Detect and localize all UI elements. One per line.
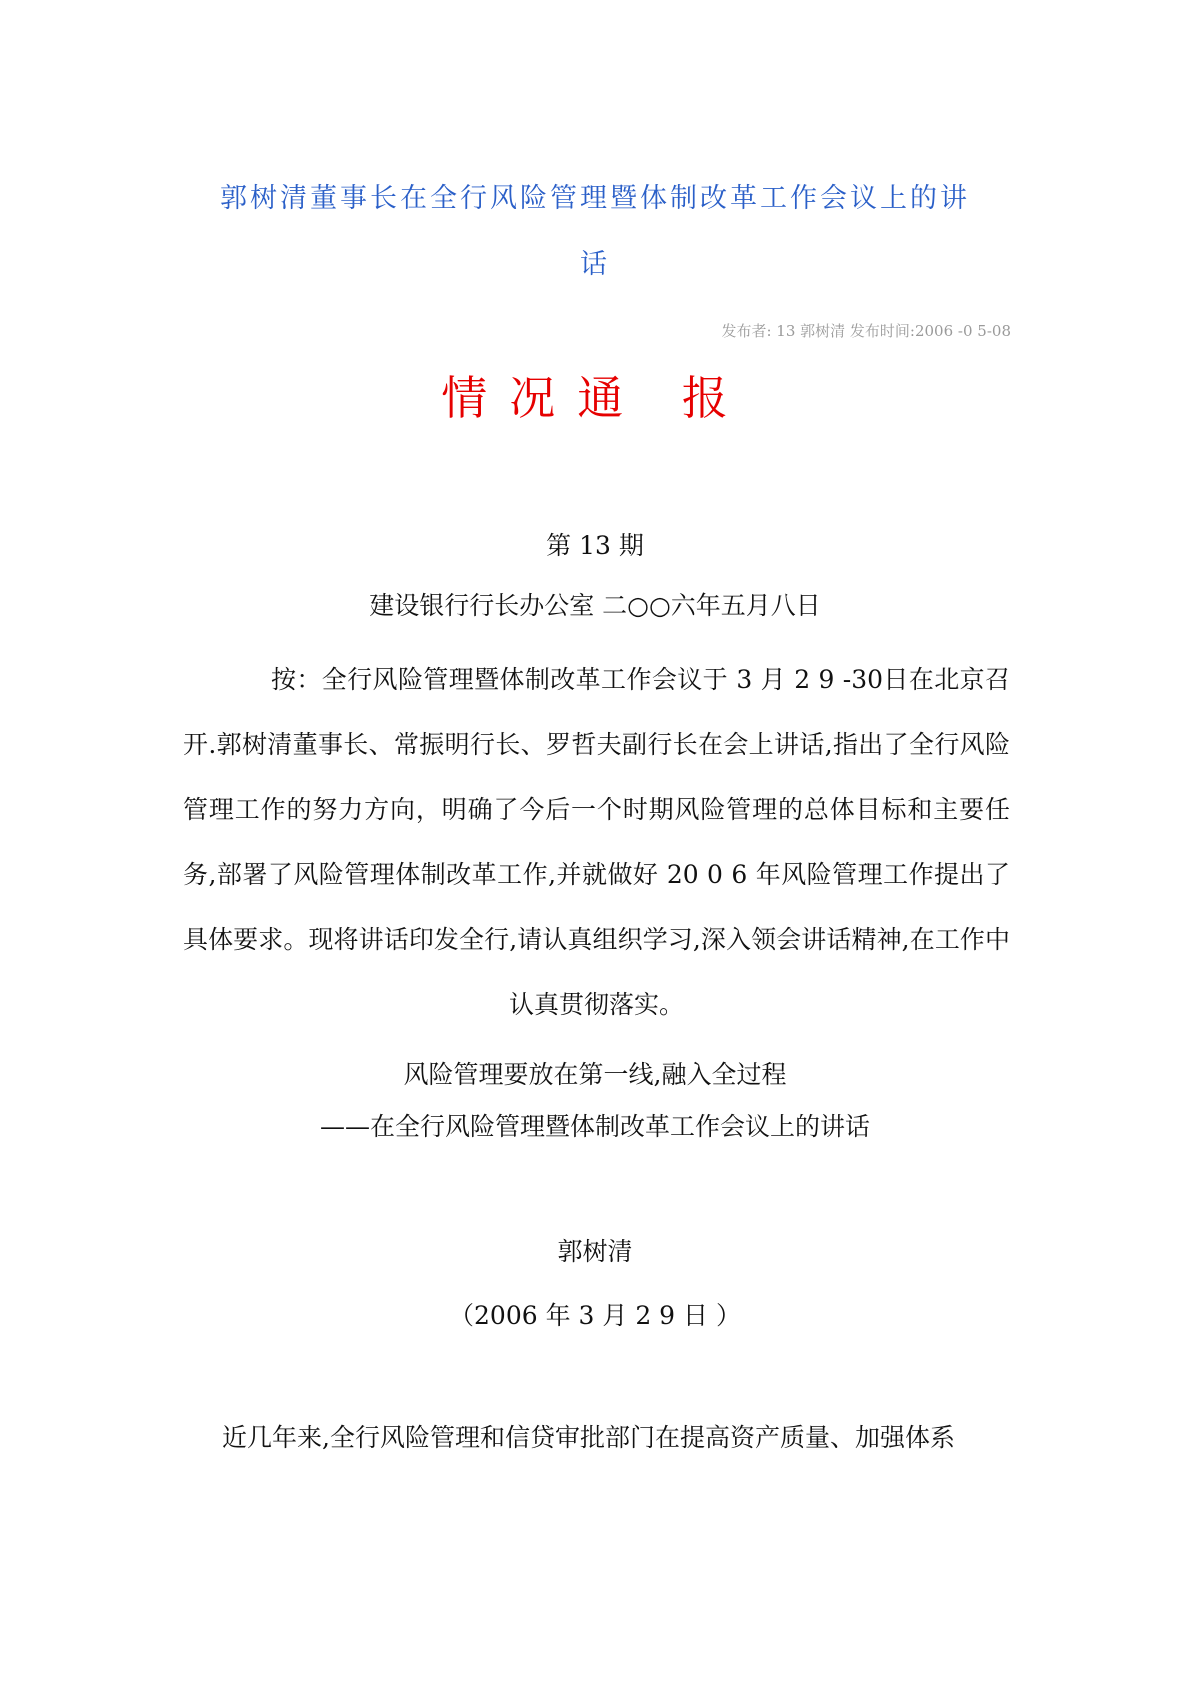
bulletin-banner: 情况通 报 — [441, 371, 750, 425]
body-paragraph: 近几年来,全行风险管理和信贷审批部门在提高资产质量、加强体系 — [222, 1423, 955, 1452]
speech-date: （2006 年 3 月 2 9 日 ） — [449, 1301, 741, 1330]
speech-title: 风险管理要放在第一线,融入全过程 — [403, 1060, 787, 1089]
document-title-line-2: 话 — [580, 249, 610, 280]
document-title-line-1: 郭树清董事长在全行风险管理暨体制改革工作会议上的讲 — [220, 183, 970, 214]
editor-note-paragraph: 按：全行风险管理暨体制改革工作会议于 3 月 2 9 -30日在北京召开.郭树清董事长、常振明行长、罗哲夫副行长在会上讲话,指出了全行风险管理工作的努力方向，明确了今后一个时期风险管理的总体目标和主要任务,部署了风险管理体制改革工作,并就做好 20 0 6 年风险管理工作提出了具体要求。现将讲话印发全行,请认真组织学习,深入领会讲话精神,在工作中认真贯彻落实。 — [183, 665, 1010, 1019]
speech-subtitle: ——在全行风险管理暨体制改革工作会议上的讲话 — [319, 1112, 870, 1141]
issuing-office-date: 建设银行行长办公室 二○○六年五月八日 — [369, 591, 821, 620]
speech-author: 郭树清 — [557, 1237, 633, 1266]
publish-meta: 发布者: 13 郭树清 发布时间:2006 -0 5-08 — [721, 322, 1011, 340]
issue-number: 第 13 期 — [546, 531, 644, 560]
